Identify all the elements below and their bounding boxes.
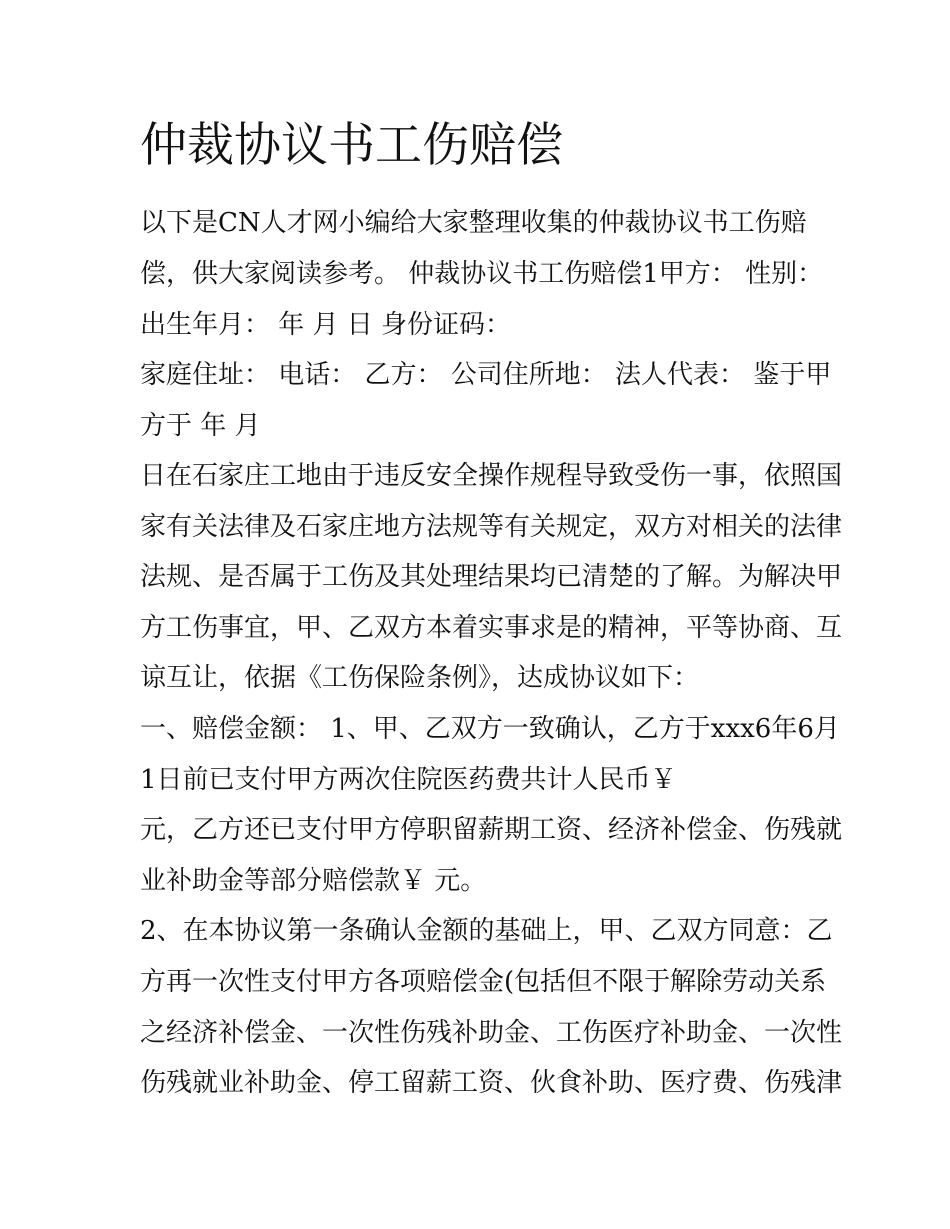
body-line: 法规、是否属于工伤及其处理结果均已清楚的了解。为解决甲: [140, 562, 843, 592]
document-title: 仲裁协议书工伤赔偿: [140, 118, 563, 173]
body-line: 家有关法律及石家庄地方法规等有关规定，双方对相关的法律: [140, 512, 843, 542]
body-line: 出生年月： 年 月 日 身份证码：: [140, 310, 512, 340]
body-line: 家庭住址： 电话： 乙方： 公司住所地： 法人代表： 鉴于甲: [140, 360, 832, 390]
body-line: 日在石家庄工地由于违反安全操作规程导致受伤一事，依照国: [140, 461, 843, 491]
body-line: 方工伤事宜，甲、乙双方本着实事求是的精神，平等协商、互: [140, 613, 843, 643]
body-line: 方再一次性支付甲方各项赔偿金(包括但不限于解除劳动关系: [140, 967, 827, 997]
body-line: 谅互让，依据《工伤保险条例》，达成协议如下：: [140, 663, 700, 693]
body-line: 伤残就业补助金、停工留薪工资、伙食补助、医疗费、伤残津: [140, 1068, 843, 1098]
body-line: 方于 年 月: [140, 411, 261, 441]
body-line: 以下是CN人才网小编给大家整理收集的仲裁协议书工伤赔: [140, 208, 807, 238]
body-line: 1日前已支付甲方两次住院医药费共计人民币￥: [140, 765, 677, 795]
body-line: 元，乙方还已支付甲方停职留薪期工资、经济补偿金、伤残就: [140, 815, 843, 845]
body-line: 业补助金等部分赔偿款￥ 元。: [140, 866, 487, 896]
body-line: 一、赔偿金额： 1、甲、乙双方一致确认，乙方于xxx6年6月: [140, 714, 840, 744]
body-line: 之经济补偿金、一次性伤残补助金、工伤医疗补助金、一次性: [140, 1018, 843, 1048]
body-line: 2、在本协议第一条确认金额的基础上，甲、乙双方同意：乙: [140, 916, 833, 946]
body-line: 偿，供大家阅读参考。 仲裁协议书工伤赔偿1甲方： 性别：: [140, 259, 824, 289]
